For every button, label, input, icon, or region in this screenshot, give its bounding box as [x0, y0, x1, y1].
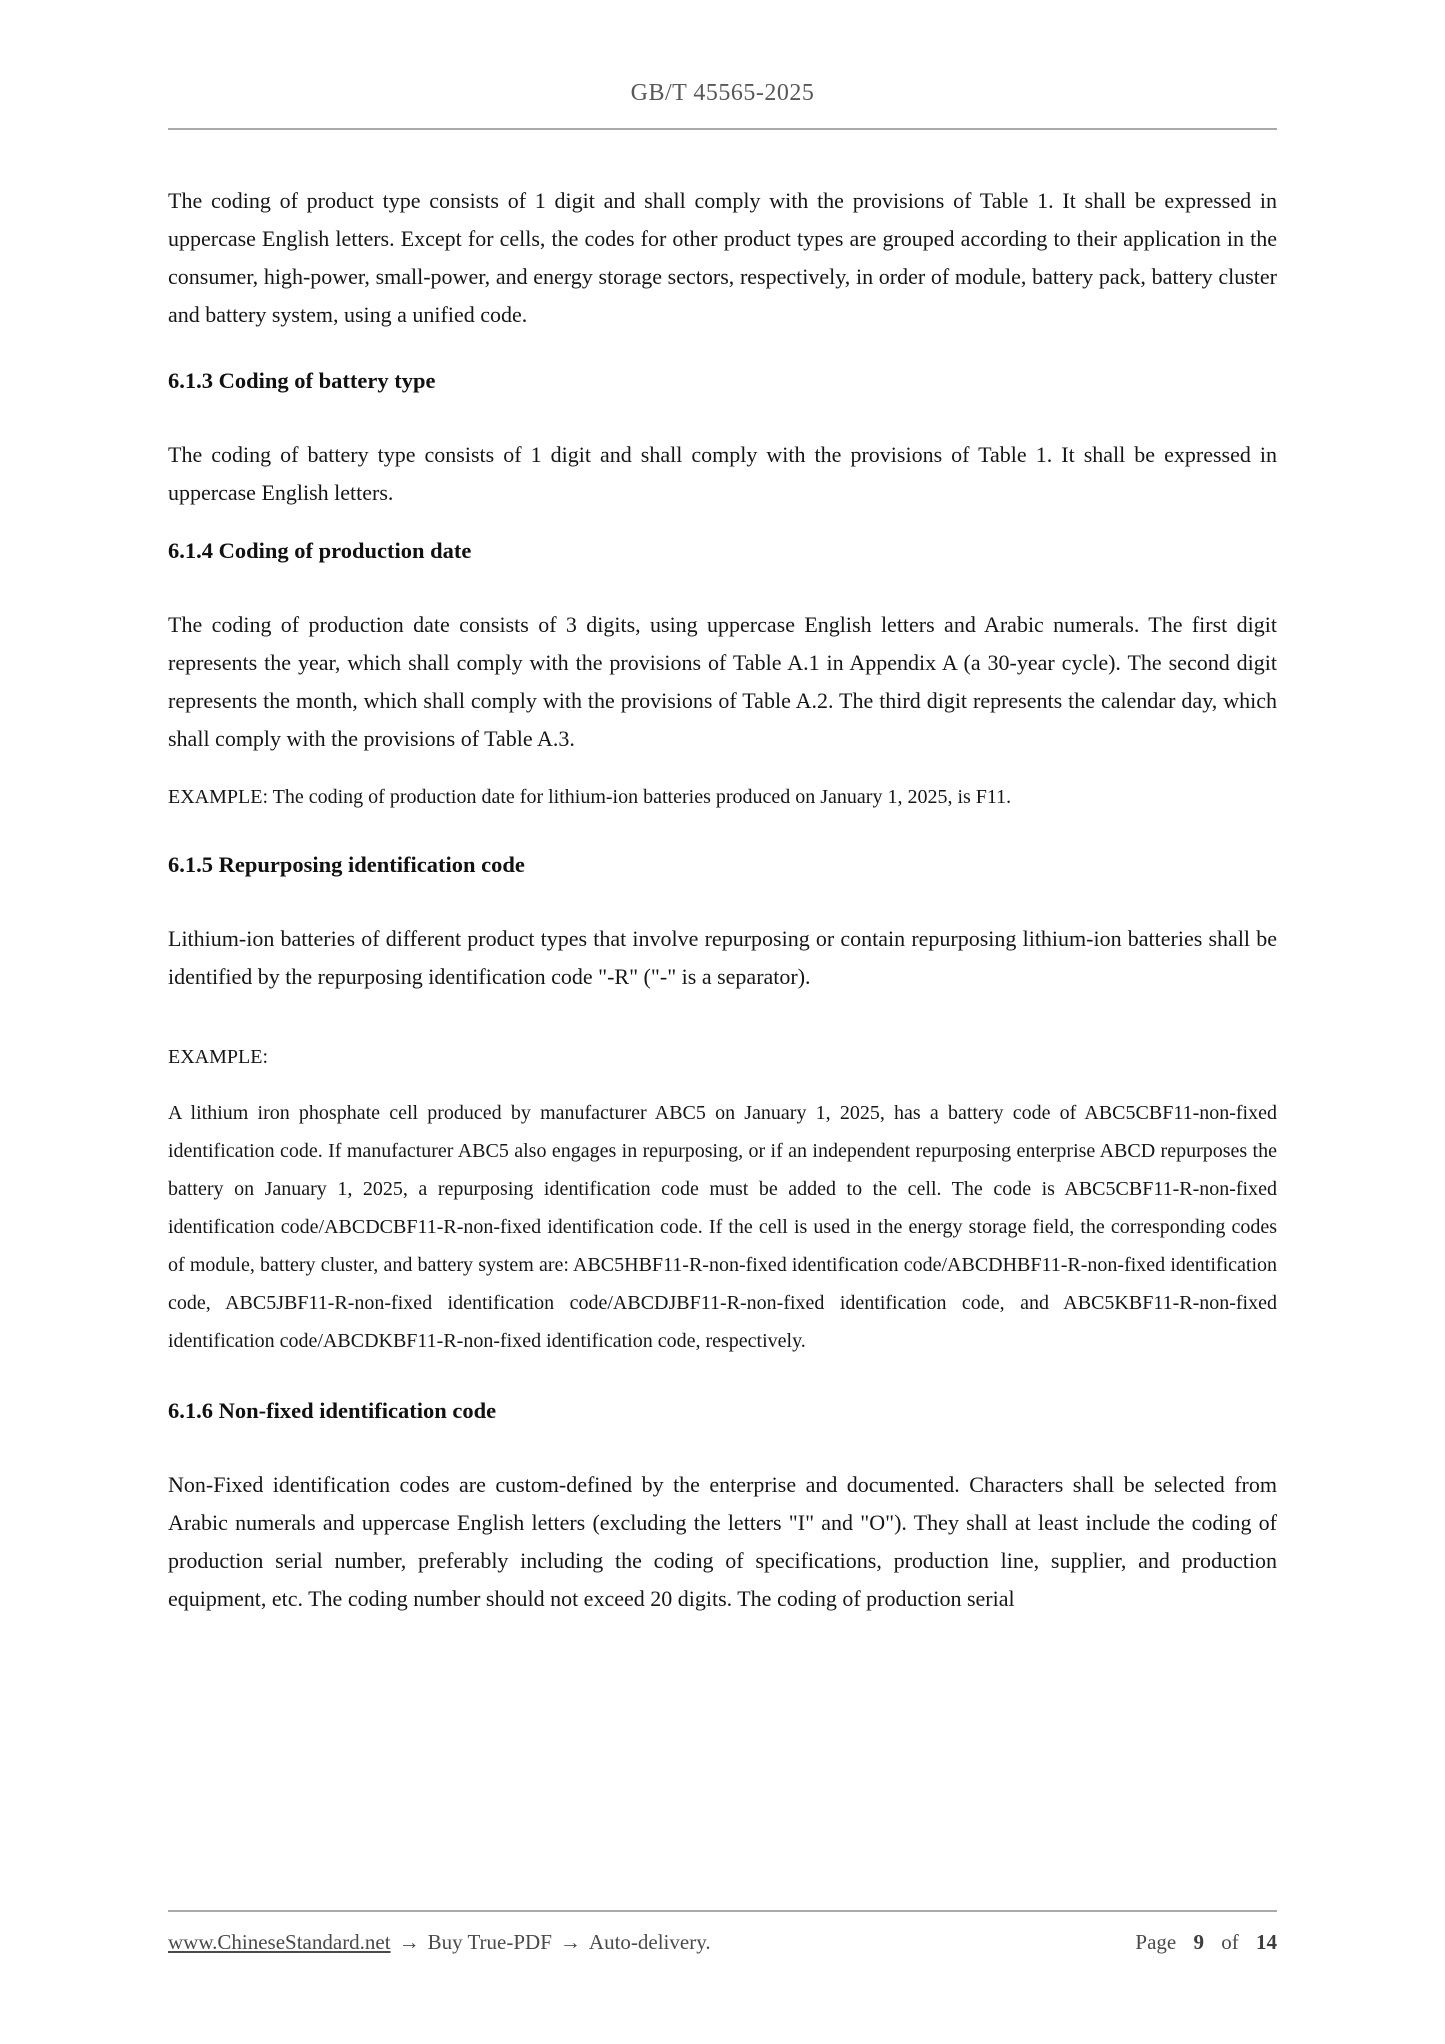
example-production-date: EXAMPLE: The coding of production date for lithium-ion batteries produced on January 1, 2025, is F11. [168, 786, 1012, 808]
paragraph-battery-type-coding: The coding of battery type consists of 1 digit and shall comply with the provisions of Table 1. It shall be expressed in uppercase English letters. [168, 442, 1277, 505]
current-page-number: 9 [1193, 1930, 1204, 1954]
paragraph-production-date-coding: The coding of production date consists of 3 digits, using uppercase English letters and Arabic numerals. The first digit represents the year, which shall comply with the provisions of Table A.1 in Appendix A (a 30-year cycle). The second digit represents the month, which shall comply with the provisions of Table A.2. The third digit represents the calendar day, which shall comply with the provisions of Table A.3. [168, 612, 1277, 751]
page-number [1135, 1926, 1277, 1958]
of-label: of [1221, 1930, 1239, 1954]
standard-number: GB/T 45565-2025 [630, 80, 815, 106]
total-page-number: 14 [1256, 1930, 1277, 1954]
page-label: Page [1135, 1930, 1177, 1954]
paragraph-repurposing-code: Lithium-ion batteries of different product types that involve repurposing or contain repurposing lithium-ion batteries shall be identified by the repurposing identification code "-R" ("-" is a separator). [168, 926, 1277, 989]
heading-6-1-5: 6.1.5 Repurposing identification code [168, 852, 525, 877]
page-footer [0, 1910, 1445, 2044]
page-header [168, 0, 1277, 130]
example-label: EXAMPLE: [168, 1046, 268, 1068]
arrow-right-icon: → [398, 1930, 420, 1954]
page-body [168, 130, 1277, 1618]
arrow-right-icon: → [559, 1930, 581, 1954]
footer-promo [168, 1926, 711, 1958]
auto-delivery-label: Auto-delivery. [588, 1930, 711, 1954]
buy-true-pdf-label: Buy True-PDF [427, 1930, 552, 1954]
site-link[interactable]: www.ChineseStandard.net [168, 1930, 391, 1954]
example-repurposing-paragraph: A lithium iron phosphate cell produced by manufacturer ABC5 on January 1, 2025, has a battery code of ABC5CBF11-non-fixed identification code. If manufacturer ABC5 also engages in repurposing, or if an independent repurposing enterprise ABCD repurposes the battery on January 1, 2025, a repurposing identification code must be added to the cell. The code is ABC5CBF11-R-non-fixed identification code/ABCDCBF11-R-non-fixed identification code. If the cell is used in the energy storage field, the corresponding codes of module, battery cluster, and battery system are: ABC5HBF11-R-non-fixed identification code/ABCDHBF11-R-non-fixed identification code, ABC5JBF11-R-non-fixed identification code/ABCDJBF11-R-non-fixed identification code, and ABC5KBF11-R-non-fixed identification code/ABCDKBF11-R-non-fixed identification code, respectively. [168, 1102, 1277, 1352]
heading-6-1-3: 6.1.3 Coding of battery type [168, 368, 436, 393]
paragraph-product-type-coding: The coding of product type consists of 1 digit and shall comply with the provisions of Table 1. It shall be expressed in uppercase English letters. Except for cells, the codes for other product types are grouped according to their application in the consumer, high-power, small-power, and energy storage sectors, respectively, in order of module, battery pack, battery cluster and battery system, using a unified code. [168, 188, 1277, 327]
heading-6-1-6: 6.1.6 Non-fixed identification code [168, 1398, 497, 1423]
heading-6-1-4: 6.1.4 Coding of production date [168, 538, 472, 563]
footer-divider [168, 1910, 1277, 1912]
paragraph-non-fixed-code: Non-Fixed identification codes are custom-defined by the enterprise and documented. Characters shall be selected from Arabic numerals and uppercase English letters (excluding the letters "I" and "O"). They shall at least include the coding of production serial number, preferably including the coding of specifications, production line, supplier, and production equipment, etc. The coding number should not exceed 20 digits. The coding of production serial [168, 1472, 1277, 1611]
